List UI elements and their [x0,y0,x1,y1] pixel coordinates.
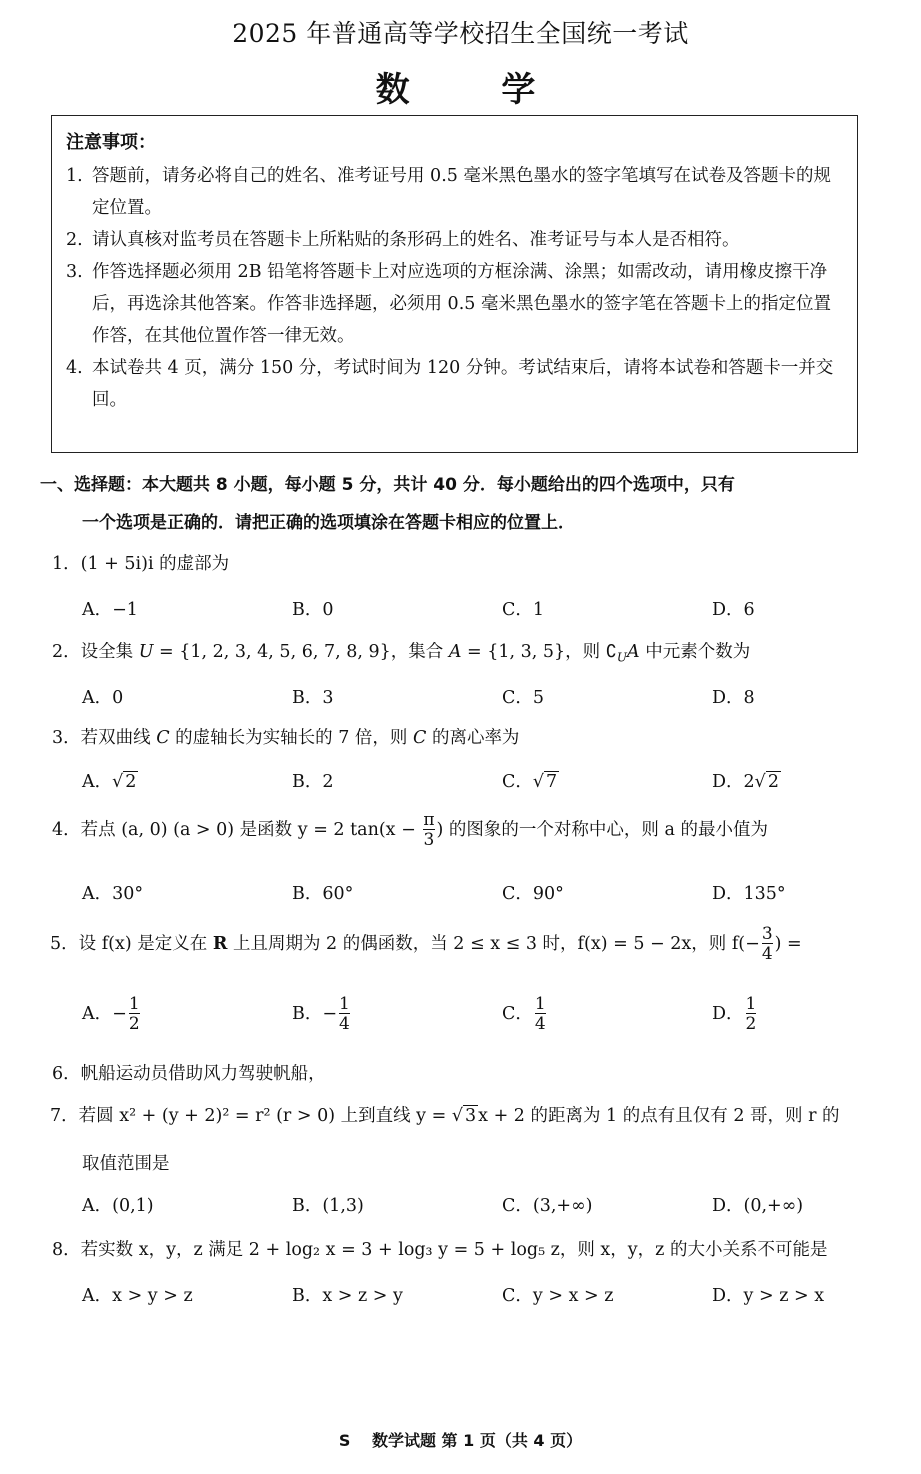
option-a: A．−1 [82,600,138,620]
option-b: B．0 [292,600,334,620]
notice-box [51,115,858,453]
notice-item-number: 1. [66,166,83,186]
question-stem-text: 上且周期为 2 的偶函数，当 2 ≤ x ≤ 3 时，f(x) = 5 − 2x，则 f(− [227,934,760,954]
fraction [129,996,140,1033]
math-var: U [138,642,154,662]
question-stem-text: ) 的图象的一个对称中心，则 a 的最小值为 [436,820,768,840]
option-b: B．2 [292,772,334,792]
question-number: 6． [52,1064,81,1084]
question-7: 7．若圆 x² + (y + 2)² = r² (r > 0) 上到直线 y = √ 3 x + 2 的距离为 1 的点有且仅有 2 哥，则 r 的 [50,1106,840,1126]
option-a [82,996,142,1033]
question-7-line2: 取值范围是 [82,1154,170,1174]
sqrt-radicand: 2 [125,772,137,792]
notice-item [66,352,843,416]
fraction-denominator: 2 [745,1014,757,1034]
option-d: D．(0,+∞) [712,1196,804,1216]
notice-item-number: 4. [66,358,83,378]
notice-item-text: 答题前，请务必将自己的姓名、准考证号用 0.5 毫米黑色墨水的签字笔填写在试卷及答题卡的规定位置。 [92,166,831,218]
notice-item-text: 本试卷共 4 页，满分 150 分，考试时间为 120 分钟。考试结束后，请将本试卷和答题卡一并交回。 [92,358,834,410]
question-stem-text: 设全集 [80,642,139,662]
options-q7 [82,1192,882,1232]
option-c [502,996,548,1033]
options-q1 [82,596,882,636]
fraction-sign: − [322,1004,338,1024]
question-stem-text: 中元素个数为 [639,642,751,662]
option-d: D．8 [712,688,755,708]
fraction-denominator: 4 [339,1014,350,1034]
question-number: 5． [50,934,79,954]
fraction-numerator: 1 [128,994,140,1014]
fraction-denominator: 3 [423,830,435,850]
math-var: A [627,642,640,662]
question-3 [52,724,519,749]
option-b: B．3 [292,688,334,708]
option-label: A． [82,1004,113,1024]
option-b: B．x > z > y [292,1286,403,1306]
option-b: B．(1,3) [292,1196,364,1216]
question-stem-text: 帆船运动员借助风力驾驶帆船， [80,1064,326,1084]
question-stem-math: 若点 (a, 0) (a > 0) 是函数 y = 2 tan(x − [80,820,422,840]
sqrt-radicand: 3 [465,1106,477,1126]
notice-item-text: 作答选择题必须用 2B 铅笔将答题卡上对应选项的方框涂满、涂黑；如需改动，请用橡皮擦干净后，再选涂其他答案。作答非选择题，必须用 0.5 毫米黑色墨水的签字笔在答题卡上的指定位置作答，在其他位置作答一律无效。 [92,262,831,346]
notice-item [66,256,843,352]
options-q2 [82,684,882,724]
question-stem-math: (1 + 5i)i [80,554,154,574]
fraction [339,996,350,1033]
option-a: A．0 [82,688,124,708]
math-set-R: R [212,934,228,954]
page-footer: S 数学试题 第 1 页（共 4 页） [338,1431,583,1450]
notice-item-number: 2. [66,230,83,250]
fraction [423,812,434,849]
question-8 [52,1236,827,1261]
option-c: C．5 [502,688,545,708]
sqrt-radicand: 7 [546,772,558,792]
question-5 [50,926,802,963]
fraction [535,996,546,1033]
question-1 [52,550,229,575]
fraction-numerator: 1 [339,994,350,1014]
option-a: A．√ 2 [82,772,137,792]
question-stem-math: 若圆 x² + (y + 2)² = r² (r > 0) 上到直线 y = [78,1106,452,1126]
option-b [292,996,352,1033]
fraction-numerator: 1 [745,994,757,1014]
math-var: C [156,728,170,748]
fraction-numerator: 3 [761,924,773,944]
fraction-denominator: 2 [128,1014,140,1034]
option-c: C．1 [502,600,545,620]
option-label: B． [292,1004,323,1024]
option-label: A． [82,772,113,792]
section-heading [40,466,880,542]
options-q3 [82,768,882,808]
math-subscript: U [616,650,627,665]
question-number: 2． [52,642,81,662]
question-4 [52,812,768,849]
question-stem-text: 若双曲线 [80,728,157,748]
option-a: A．x > y > z [82,1286,193,1306]
option-b: B．60° [292,884,354,904]
option-d: D．2√ 2 [712,772,779,792]
option-c: C．(3,+∞) [502,1196,593,1216]
question-number: 7． [50,1106,79,1126]
question-stem-text: 的离心率为 [426,728,520,748]
options-q5 [82,996,882,1036]
option-label: D．2 [712,772,755,792]
question-stem-math: = {1, 3, 5}，则 ∁ [461,642,617,662]
fraction-denominator: 4 [534,1014,546,1034]
option-c: C．√ 7 [502,772,558,792]
question-stem-text: 设 f(x) 是定义在 [78,934,213,954]
section-heading-line: 一个选项是正确的．请把正确的选项填涂在答题卡相应的位置上． [82,513,575,533]
math-var: A [448,642,462,662]
question-6 [52,1060,326,1085]
question-number: 8． [52,1240,81,1260]
question-stem-math: ) = [774,934,802,954]
question-number: 1． [52,554,81,574]
question-stem-math: 若实数 x，y，z 满足 2 + log₂ x = 3 + log₃ y = 5 + log₅ z，则 x，y，z 的大小关系不可能是 [80,1240,828,1260]
option-label: C． [502,1004,533,1024]
option-label: C． [502,772,533,792]
question-number: 4． [52,820,81,840]
question-stem-math: = {1, 2, 3, 4, 5, 6, 7, 8, 9}，集合 [153,642,449,662]
option-a: A．30° [82,884,144,904]
fraction-numerator: π [423,810,435,830]
notice-item-number: 3. [66,262,83,282]
fraction-denominator: 4 [761,944,773,964]
option-d: D．135° [712,884,786,904]
question-stem-text: 的虚轴长为实轴长的 7 倍，则 [169,728,413,748]
notice-item-text: 请认真核对监考员在答题卡上所粘贴的条形码上的姓名、准考证号与本人是否相符。 [92,230,740,250]
notice-item [66,224,843,256]
section-heading-line: 一、选择题：本大题共 8 小题，每小题 5 分，共计 40 分．每小题给出的四个选项中，只有 [40,475,735,495]
fraction-sign: − [112,1004,127,1024]
fraction [746,996,757,1033]
notice-item [66,160,843,224]
question-2 [52,638,750,665]
sqrt-radicand: 2 [767,772,779,792]
option-d: D．6 [712,600,755,620]
options-q8 [82,1282,882,1322]
option-c: C．90° [502,884,564,904]
option-a: A．(0,1) [82,1196,154,1216]
exam-subject: 数 学 [375,70,576,110]
exam-title: 2025 年普通高等学校招生全国统一考试 [232,19,689,48]
math-var: C [412,728,427,748]
option-label: D． [712,1004,744,1024]
option-c: C．y > x > z [502,1286,614,1306]
question-stem-text: 的虚部为 [153,554,230,574]
option-d: D．y > z > x [712,1286,825,1306]
question-stem-math: x + 2 的距离为 1 的点有且仅有 2 哥，则 r 的 [478,1106,840,1126]
notice-heading: 注意事项： [66,132,156,153]
option-d [712,996,758,1033]
fraction-numerator: 1 [534,994,546,1014]
question-number: 3． [52,728,81,748]
options-q4 [82,880,882,920]
fraction [762,926,773,963]
